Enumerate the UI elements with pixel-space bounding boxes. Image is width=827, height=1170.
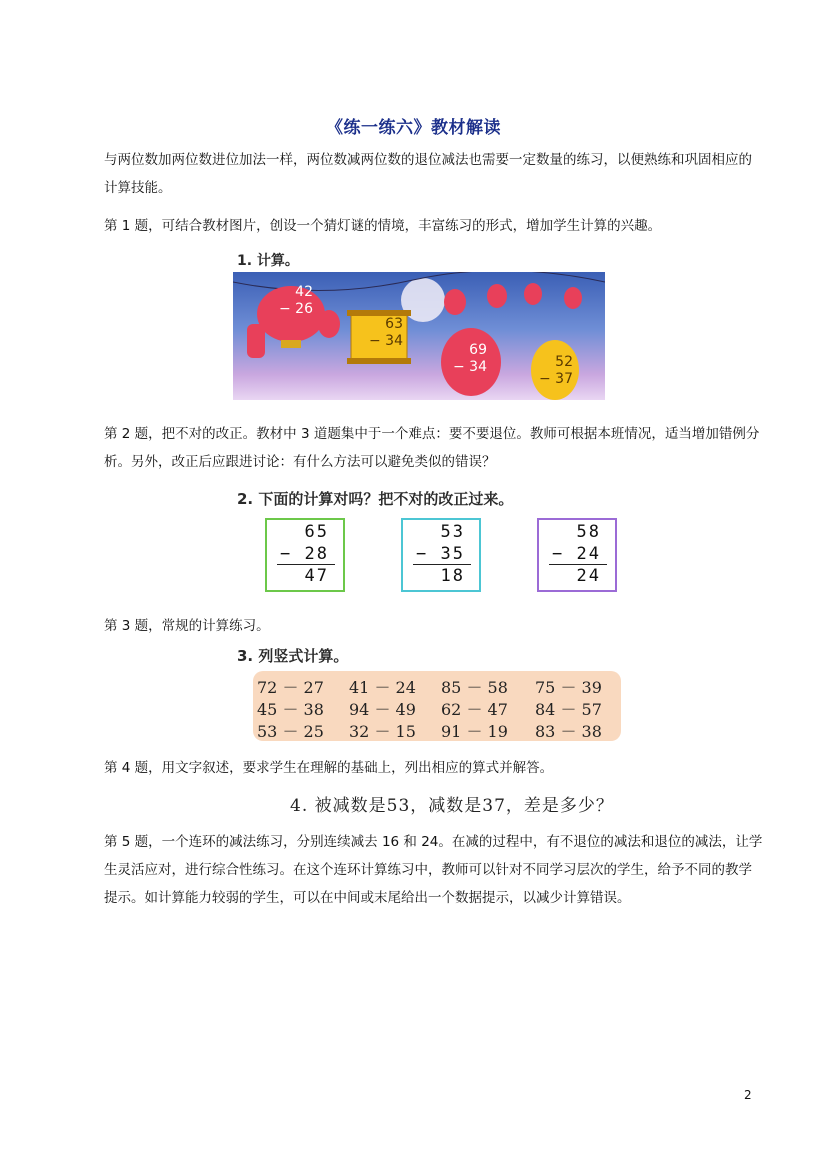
paragraph-q4: 第 4 题，用文字叙述，要求学生在理解的基础上，列出相应的算式并解答。: [104, 760, 554, 776]
result: 24: [576, 566, 601, 586]
problem-cell: 84 － 57: [535, 700, 602, 719]
figure1-label: 1. 计算。: [237, 253, 299, 269]
lantern-figure: [233, 250, 605, 400]
problem-cell: 45 － 38: [257, 700, 324, 719]
problem-cell: 94 － 49: [349, 700, 416, 719]
minuend: 58: [576, 522, 601, 542]
vertical-calc-figure: [233, 645, 623, 745]
page-number: 2: [744, 1088, 752, 1102]
result: 18: [440, 566, 465, 586]
page-title: 《练一练六》教材解读: [326, 118, 501, 138]
calculation-box: [265, 518, 345, 592]
result-line: [413, 564, 471, 565]
subtrahend: − 24: [552, 544, 601, 564]
paragraph-q5: 第 5 题，一个连环的减法练习，分别连续减去 16 和 24。在减的过程中，有不退位的减法和退位的减法，让学生灵活应对，进行综合性练习。在这个连环计算练习中，教师可以针对不同学习层次的学生，给予不同的教学提示。如计算能力较弱的学生，可以在中间或末尾给出一个数据提示，以减少计算错误。: [104, 834, 763, 906]
problem-cell: 91 － 19: [441, 722, 508, 741]
problem-cell: 72 － 27: [257, 678, 324, 697]
lantern-problem: [279, 284, 313, 318]
lantern-top-number: 63: [385, 316, 403, 332]
paragraph-q1: 第 1 题，可结合教材图片，创设一个猜灯谜的情境，丰富练习的形式，增加学生计算的兴趣。: [104, 218, 662, 234]
lantern-top-number: 52: [555, 354, 573, 370]
lantern-problem: [453, 342, 487, 376]
lantern-scene: [233, 272, 605, 400]
lantern-bottom-number: − 26: [279, 301, 313, 317]
lantern-problem: [369, 316, 403, 350]
lantern-top-number: 69: [469, 342, 487, 358]
lantern-bottom-number: − 37: [539, 371, 573, 387]
problem-cell: 32 － 15: [349, 722, 416, 741]
result-line: [277, 564, 335, 565]
problem-cell: 62 － 47: [441, 700, 508, 719]
result-line: [549, 564, 607, 565]
subtrahend: − 35: [416, 544, 465, 564]
problem-cell: 53 － 25: [257, 722, 324, 741]
lantern-bottom-number: − 34: [369, 333, 403, 349]
problem-cell: 85 － 58: [441, 678, 508, 697]
problem-cell: 41 － 24: [349, 678, 416, 697]
result: 47: [304, 566, 329, 586]
figure2-label: 2. 下面的计算对吗？把不对的改正过来。: [237, 490, 514, 508]
lantern-problem: [539, 354, 573, 388]
problem-cell: 83 － 38: [535, 722, 602, 741]
subtrahend: − 28: [280, 544, 329, 564]
paragraph-q3: 第 3 题，常规的计算练习。: [104, 618, 270, 634]
calculation-box: [401, 518, 481, 592]
minuend: 65: [304, 522, 329, 542]
word-problem: 4. 被减数是53，减数是37，差是多少？: [290, 796, 614, 816]
lantern-top-number: 42: [295, 284, 313, 300]
paragraph-intro: 与两位数加两位数进位加法一样，两位数减两位数的退位减法也需要一定数量的练习，以便熟练和巩固相应的计算技能。: [104, 152, 752, 196]
lantern-bottom-number: − 34: [453, 359, 487, 375]
paragraph-q2: 第 2 题，把不对的改正。教材中 3 道题集中于一个难点：要不要退位。教师可根据本班情况，适当增加错例分析。另外，改正后应跟进讨论：有什么方法可以避免类似的错误？: [104, 426, 760, 470]
problem-grid: [253, 671, 621, 741]
figure3-label: 3. 列竖式计算。: [237, 647, 349, 665]
problem-cell: 75 － 39: [535, 678, 602, 697]
calculation-box: [537, 518, 617, 592]
minuend: 53: [440, 522, 465, 542]
correction-figure: [233, 488, 613, 592]
